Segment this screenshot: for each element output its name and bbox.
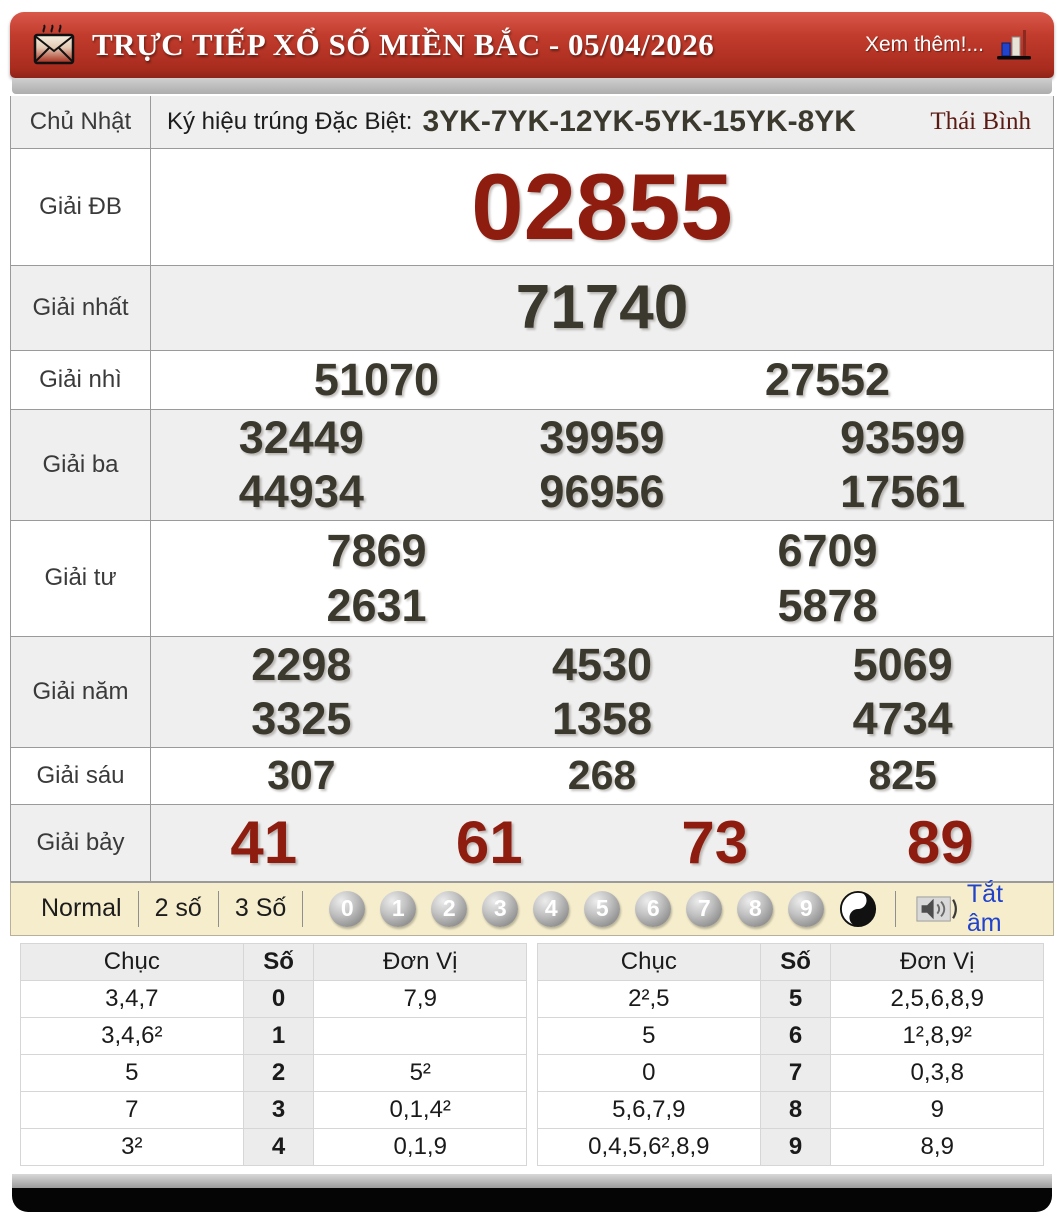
- prize-number: 4530: [551, 639, 653, 690]
- prize-number: 02855: [471, 153, 733, 259]
- chuc-cell: 5,6,7,9: [538, 1091, 761, 1128]
- province-name: Thái Bình: [930, 108, 1031, 135]
- prize-row-ba: [11, 409, 1053, 520]
- prize-number: 4734: [852, 692, 953, 744]
- col-header-donvi: Đơn Vị: [314, 943, 527, 980]
- digit-button-1[interactable]: 1: [380, 891, 416, 927]
- digit-buttons: [329, 890, 877, 928]
- digit-cell: 4: [243, 1128, 314, 1165]
- col-header-so: Số: [243, 943, 314, 980]
- digit-cell: 7: [760, 1054, 831, 1091]
- special-sign-codes: 3YK-7YK-12YK-5YK-15YK-8YK: [422, 105, 856, 138]
- stats-header-row: [21, 943, 527, 980]
- chuc-cell: 5: [21, 1054, 244, 1091]
- page-title: TRỰC TIẾP XỔ SỐ MIỀN BẮC - 05/04/2026: [92, 27, 715, 62]
- prize-number: 27552: [764, 354, 891, 406]
- prize-number: 93599: [840, 412, 966, 463]
- col-header-chuc: Chục: [21, 943, 244, 980]
- digit-stats: [10, 936, 1054, 1172]
- prize-label: Giải tư: [11, 521, 151, 637]
- donvi-cell: 7,9: [314, 980, 527, 1017]
- prize-number: 61: [455, 809, 523, 876]
- table-row: [21, 1128, 527, 1165]
- mute-button[interactable]: [916, 880, 1039, 938]
- speaker-icon: [916, 893, 959, 925]
- prize-number: 268: [567, 751, 637, 798]
- weekday-label: Chủ Nhật: [11, 96, 151, 148]
- prize-label: Giải ĐB: [11, 149, 151, 265]
- digit-cell: 2: [243, 1054, 314, 1091]
- digit-button-5[interactable]: 5: [584, 891, 620, 927]
- see-more-link[interactable]: Xem thêm!...: [864, 33, 984, 56]
- prize-label: Giải nhất: [11, 266, 151, 350]
- digit-cell: 1: [243, 1017, 314, 1054]
- divider: [895, 891, 896, 927]
- mode-normal[interactable]: Normal: [41, 894, 122, 922]
- envelope-icon: [30, 22, 78, 68]
- prize-label: Giải năm: [11, 637, 151, 747]
- prize-row-nam: [11, 636, 1053, 747]
- chuc-cell: 0,4,5,6²,8,9: [538, 1128, 761, 1165]
- donvi-cell: 9: [831, 1091, 1044, 1128]
- prize-label: Giải nhì: [11, 351, 151, 409]
- col-header-donvi: Đơn Vị: [831, 943, 1044, 980]
- prize-row-sau: [11, 747, 1053, 804]
- digit-button-6[interactable]: 6: [635, 891, 671, 927]
- prize-number: 3325: [251, 692, 352, 744]
- prize-number: 5878: [777, 580, 878, 632]
- donvi-cell: 2,5,6,8,9: [831, 980, 1044, 1017]
- prize-label: Giải bảy: [11, 805, 151, 881]
- prize-number: 44934: [238, 465, 364, 517]
- chuc-cell: 5: [538, 1017, 761, 1054]
- special-sign-label: Ký hiệu trúng Đặc Biệt:: [167, 108, 413, 135]
- prize-number: 7869: [326, 524, 427, 576]
- prize-row-nhi: [11, 350, 1053, 409]
- prize-number: 1358: [551, 692, 653, 744]
- prize-row-nhat: [11, 265, 1053, 350]
- prize-number: 71740: [515, 273, 689, 343]
- digit-button-2[interactable]: 2: [431, 891, 467, 927]
- table-row: [21, 980, 527, 1017]
- prize-row-db: [11, 148, 1053, 265]
- prize-number: 2631: [326, 580, 427, 632]
- digit-button-4[interactable]: 4: [533, 891, 569, 927]
- chuc-cell: 2²,5: [538, 980, 761, 1017]
- table-row: [538, 1128, 1044, 1165]
- lottery-widget: [10, 12, 1054, 1212]
- table-row: [21, 1091, 527, 1128]
- digit-button-9[interactable]: 9: [788, 891, 824, 927]
- prize-number: 41: [230, 809, 298, 876]
- table-row: [538, 980, 1044, 1017]
- prize-row-tu: [11, 520, 1053, 637]
- mute-label: Tắt âm: [966, 879, 1004, 937]
- results-table: [10, 96, 1054, 882]
- digit-cell: 3: [243, 1091, 314, 1128]
- digit-cell: 9: [760, 1128, 831, 1165]
- table-row: [21, 1054, 527, 1091]
- table-row: [538, 1054, 1044, 1091]
- digit-cell: 0: [243, 980, 314, 1017]
- prize-number: 39959: [539, 412, 665, 463]
- prize-number: 89: [906, 809, 974, 876]
- chuc-cell: 3,4,6²: [21, 1017, 244, 1054]
- table-row: [21, 1017, 527, 1054]
- prize-number: 96956: [539, 465, 665, 517]
- digit-button-7[interactable]: 7: [686, 891, 722, 927]
- donvi-cell: 1²,8,9²: [831, 1017, 1044, 1054]
- col-header-chuc: Chục: [538, 943, 761, 980]
- prize-number: 51070: [313, 354, 440, 406]
- divider: [302, 891, 303, 927]
- digit-button-0[interactable]: 0: [329, 891, 365, 927]
- stats-table-left: [20, 943, 527, 1166]
- donvi-cell: 0,1,4²: [314, 1091, 527, 1128]
- stats-table-right: [537, 943, 1044, 1166]
- prize-number: 307: [267, 751, 336, 798]
- stats-header-row: [538, 943, 1044, 980]
- yin-yang-icon[interactable]: [839, 890, 877, 928]
- bar-chart-icon[interactable]: [994, 27, 1034, 63]
- footer-gray-bar: [12, 1174, 1052, 1188]
- prize-number: 6709: [777, 524, 878, 576]
- chuc-cell: 3,4,7: [21, 980, 244, 1017]
- mode-2-so[interactable]: 2 số: [154, 894, 202, 922]
- table-row: [538, 1017, 1044, 1054]
- prize-number: 825: [868, 751, 937, 798]
- donvi-cell: [314, 1017, 527, 1054]
- digit-button-8[interactable]: 8: [737, 891, 773, 927]
- mode-3-so[interactable]: 3 Số: [234, 894, 287, 922]
- chuc-cell: 3²: [21, 1128, 244, 1165]
- digit-button-3[interactable]: 3: [482, 891, 518, 927]
- digit-cell: 5: [760, 980, 831, 1017]
- table-row: [538, 1091, 1044, 1128]
- prize-number: 73: [681, 809, 749, 876]
- col-header-so: Số: [760, 943, 831, 980]
- prize-number: 17561: [840, 465, 966, 517]
- donvi-cell: 5²: [314, 1054, 527, 1091]
- digit-cell: 6: [760, 1017, 831, 1054]
- prize-number: 5069: [852, 639, 953, 690]
- prize-label: Giải sáu: [11, 748, 151, 804]
- prize-number: 32449: [238, 412, 364, 463]
- digit-cell: 8: [760, 1091, 831, 1128]
- donvi-cell: 0,1,9: [314, 1128, 527, 1165]
- prize-row-bay: [11, 804, 1053, 881]
- info-row: [11, 96, 1053, 148]
- control-bar: [10, 879, 1054, 937]
- header-bar: [10, 12, 1054, 78]
- chuc-cell: 0: [538, 1054, 761, 1091]
- footer-black-bar: [12, 1188, 1052, 1212]
- donvi-cell: 8,9: [831, 1128, 1044, 1165]
- prize-number: 2298: [251, 639, 352, 690]
- donvi-cell: 0,3,8: [831, 1054, 1044, 1091]
- prize-label: Giải ba: [11, 410, 151, 520]
- header-shadow-bar: [12, 78, 1052, 94]
- chuc-cell: 7: [21, 1091, 244, 1128]
